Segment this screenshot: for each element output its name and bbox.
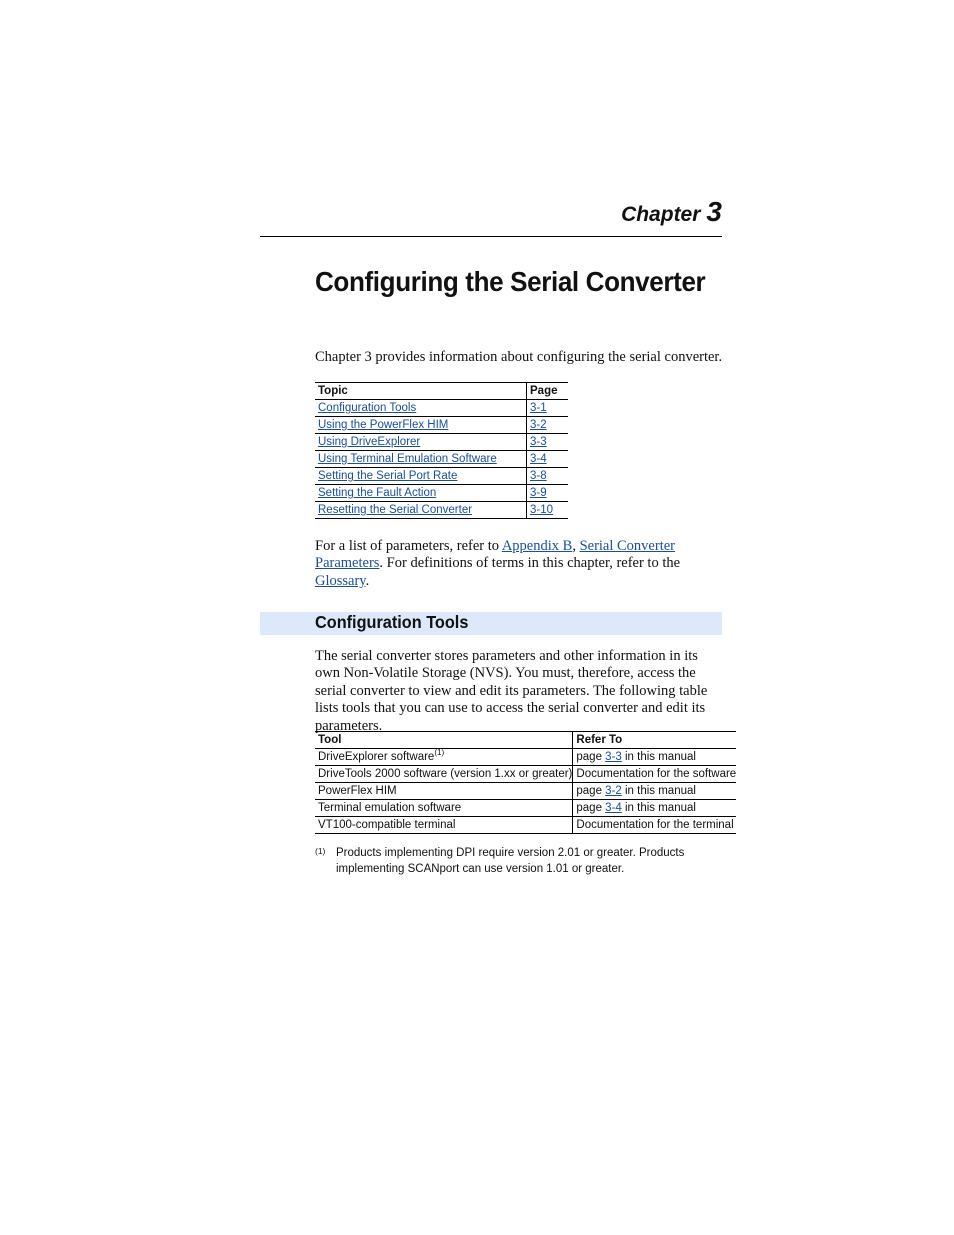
topic-link[interactable]: Using the PowerFlex HIM (318, 419, 449, 431)
table-row (315, 485, 568, 502)
table-row (315, 749, 736, 766)
page-link[interactable]: 3-2 (605, 785, 622, 797)
page-link[interactable]: 3-3 (605, 751, 622, 763)
page-word: page (576, 751, 606, 763)
topic-link[interactable]: Resetting the Serial Converter (318, 504, 473, 516)
manual-suffix: in this manual (621, 802, 696, 814)
page-word: page (576, 785, 606, 797)
page-link[interactable]: 3-2 (530, 419, 547, 431)
chapter-label: Chapter (621, 203, 701, 226)
tools-header-row (315, 732, 736, 749)
table-row (315, 817, 736, 834)
topic-column-header: Topic (315, 383, 527, 400)
refer-to-column-header: Refer To (573, 732, 736, 749)
footnote (315, 845, 725, 877)
table-row (315, 451, 568, 468)
topics-header-row (315, 383, 568, 400)
parameters-paragraph (315, 538, 725, 590)
page-link[interactable]: 3-8 (530, 470, 547, 482)
table-row (315, 417, 568, 434)
topic-link[interactable]: Setting the Serial Port Rate (318, 470, 458, 482)
tool-name: PowerFlex HIM (315, 783, 573, 800)
tool-cell (315, 749, 573, 766)
page-link[interactable]: 3-3 (530, 436, 547, 448)
body-paragraph: The serial converter stores parameters and other information in its own Non-Volatile Storage (NVS). You must, therefore, access the serial converter to view and edit its parameters. The following table lists tools that you can use to access the serial converter and edit its parameters. (315, 648, 708, 734)
topic-link[interactable]: Setting the Fault Action (318, 487, 437, 499)
manual-suffix: in this manual (621, 751, 696, 763)
tool-name: DriveExplorer software (318, 751, 435, 763)
table-row (315, 468, 568, 485)
intro-paragraph: Chapter 3 provides information about configuring the serial converter. (315, 349, 723, 365)
params-text: . For definitions of terms in this chapter, refer to the (379, 555, 681, 572)
serial-converter-parameters-link[interactable]: Serial Converter Parameters (315, 538, 675, 572)
table-row (315, 434, 568, 451)
section-title: Configuration Tools (315, 612, 469, 632)
chapter-heading (260, 196, 722, 228)
refer-cell (573, 800, 736, 817)
footnote-mark: (1) (315, 846, 326, 856)
params-text: For a list of parameters, refer to (315, 538, 502, 554)
refer-text: Documentation for the software (573, 766, 736, 783)
footnote-reference: (1) (434, 748, 445, 758)
topic-link[interactable]: Configuration Tools (318, 402, 417, 414)
footnote-text: Products implementing DPI require version 2.01 or greater. Products implementing SCANport can use version 1.01 or greater. (336, 847, 685, 875)
refer-cell (573, 783, 736, 800)
refer-text: Documentation for the terminal (573, 817, 736, 834)
chapter-number: 3 (706, 196, 722, 227)
page-link[interactable]: 3-4 (605, 802, 622, 814)
tool-name: DriveTools 2000 software (version 1.xx or greater) (315, 766, 573, 783)
table-row (315, 800, 736, 817)
page-column-header: Page (527, 383, 569, 400)
page-word: page (576, 802, 606, 814)
glossary-link[interactable]: Glossary (315, 572, 366, 589)
table-row (315, 766, 736, 783)
table-row (315, 783, 736, 800)
page-link[interactable]: 3-9 (530, 487, 547, 499)
page-title: Configuring the Serial Converter (315, 266, 706, 297)
topic-link[interactable]: Using Terminal Emulation Software (318, 453, 497, 465)
tool-column-header: Tool (315, 732, 573, 749)
manual-suffix: in this manual (621, 785, 696, 797)
topics-table (315, 382, 568, 519)
params-text: , (572, 538, 580, 554)
appendix-b-link[interactable]: Appendix B (501, 538, 573, 554)
chapter-rule (260, 236, 722, 237)
tool-name: VT100-compatible terminal (315, 817, 573, 834)
topic-link[interactable]: Using DriveExplorer (318, 436, 421, 448)
page-link[interactable]: 3-4 (530, 453, 547, 465)
table-row (315, 502, 568, 519)
page-link[interactable]: 3-10 (530, 504, 554, 516)
page-link[interactable]: 3-1 (530, 402, 547, 414)
table-row (315, 400, 568, 417)
params-text: . (365, 572, 370, 589)
tool-name: Terminal emulation software (315, 800, 573, 817)
tools-table (315, 731, 736, 834)
refer-cell (573, 749, 736, 766)
